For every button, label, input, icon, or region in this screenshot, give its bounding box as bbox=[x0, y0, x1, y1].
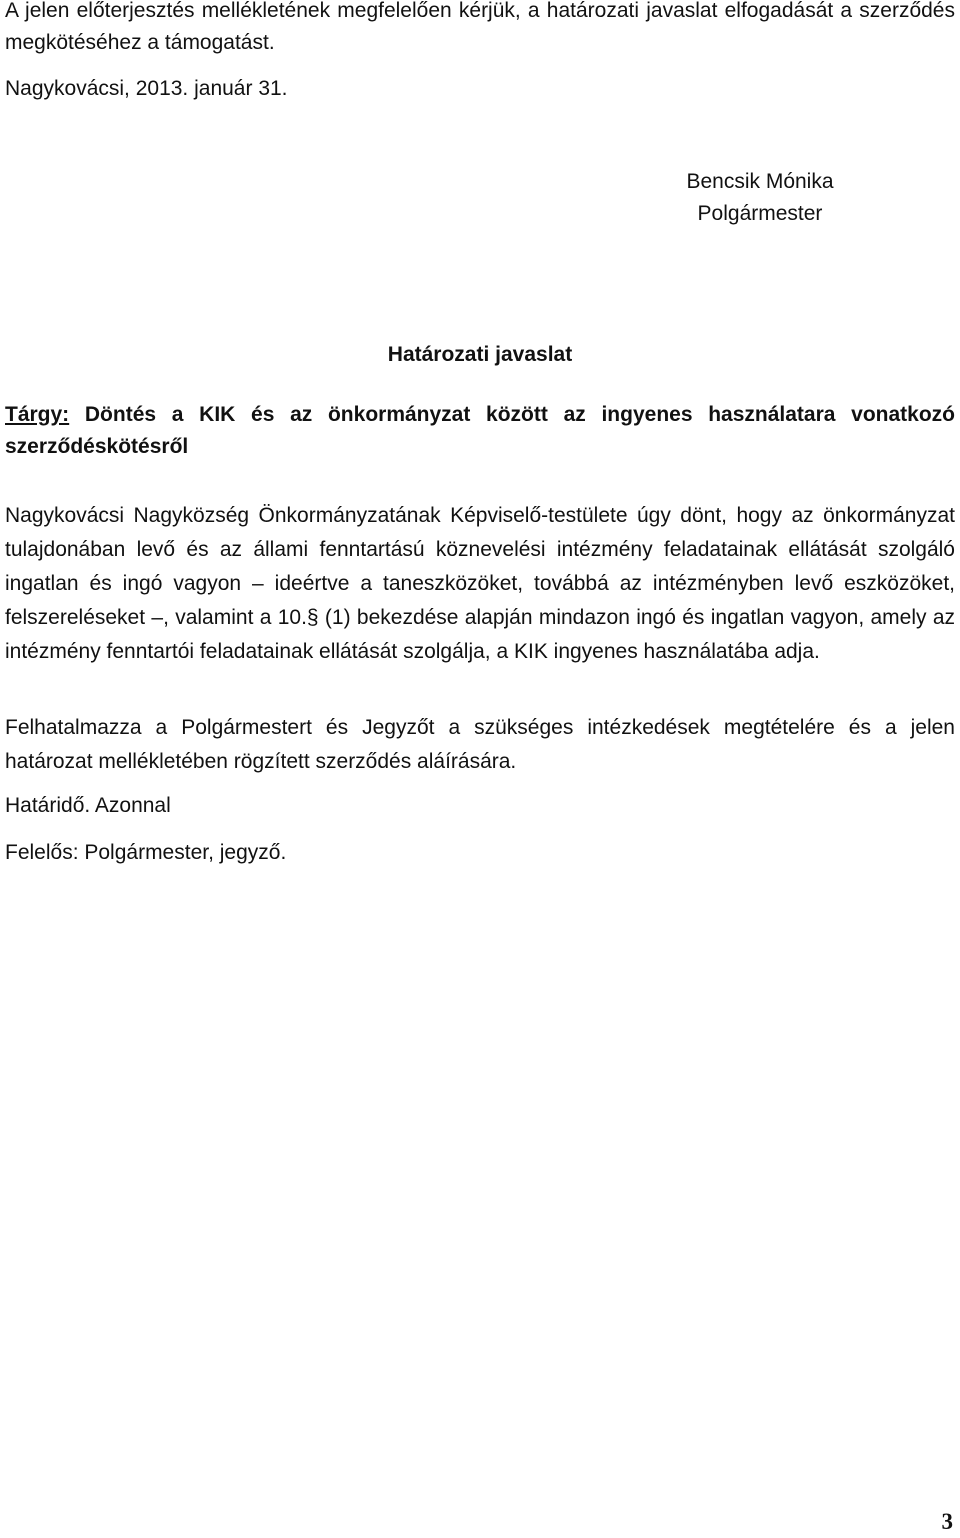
page-number: 3 bbox=[941, 1509, 953, 1534]
signature-block bbox=[575, 166, 945, 230]
subject-line bbox=[5, 399, 955, 463]
resolution-proposal-title: Határozati javaslat bbox=[387, 343, 573, 366]
subject-text: Döntés a KIK és az önkormányzat között az ingyenes használatara vonatkozó szerződéskötésről bbox=[5, 403, 955, 458]
authorization-paragraph: Felhatalmazza a Polgármestert és Jegyzőt a szükséges intézkedések megtételére és a jelen határozat mellékletében rögzített szerződés aláírására. bbox=[5, 716, 955, 773]
signatory-name: Bencsik Mónika bbox=[686, 170, 834, 193]
place-date-line: Nagykovácsi, 2013. január 31. bbox=[5, 77, 288, 100]
signatory-role: Polgármester bbox=[697, 202, 823, 225]
decision-paragraph: Nagykovácsi Nagyközség Önkormányzatának Képviselő-testülete úgy dönt, hogy az önkormányzat tulajdonában levő és az állami fenntartású köznevelési intézmény feladatainak ellátását szolgáló ingatlan és ingó vagyon – ideértve a taneszközöket, továbbá az intézményben levő eszközöket, felszereléseket –, valamint a 10.§ (1) bekezdése alapján mindazon ingó és ingatlan vagyon, amely az intézmény fenntartói feladatainak ellátását szolgálja, a KIK ingyenes használatába adja. bbox=[5, 504, 955, 663]
intro-paragraph: A jelen előterjesztés mellékletének megfelelően kérjük, a határozati javaslat elfogadását a szerződés megkötéséhez a támogatást. bbox=[5, 0, 955, 54]
subject-label: Tárgy: bbox=[5, 403, 70, 426]
document-page bbox=[5, 0, 955, 105]
responsible-line: Felelős: Polgármester, jegyző. bbox=[5, 841, 287, 864]
deadline-line: Határidő. Azonnal bbox=[5, 794, 171, 817]
